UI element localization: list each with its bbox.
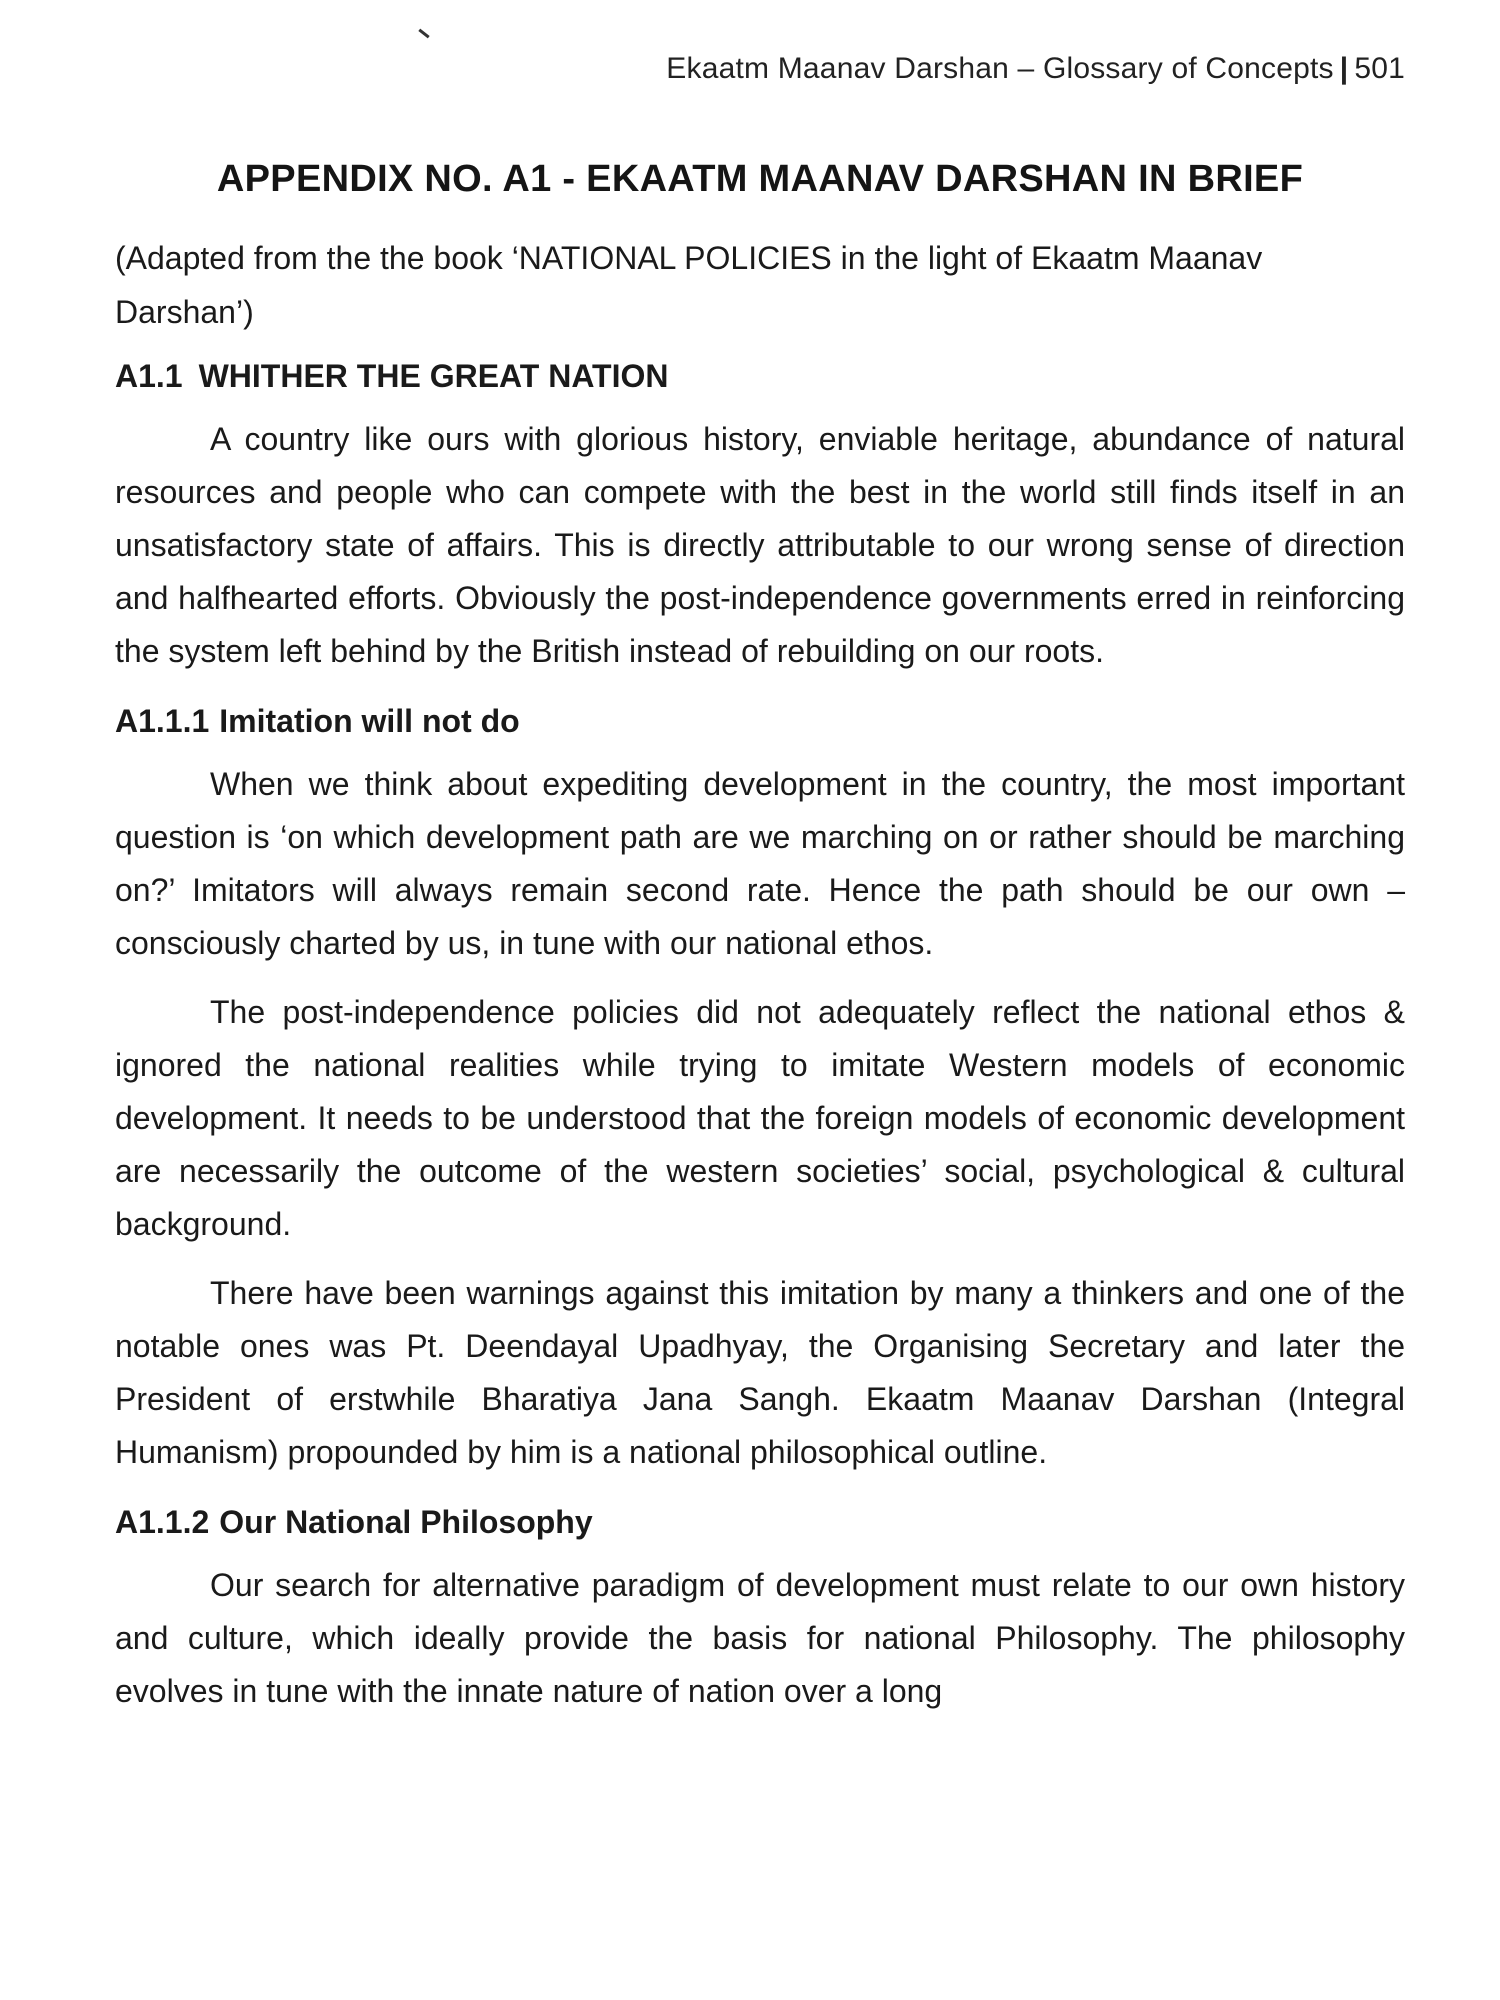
stray-pen-mark (418, 29, 429, 39)
section-heading-a1-1-1 (115, 694, 1405, 748)
paragraph: Our search for alternative paradigm of development must relate to our own history and culture, which ideally provide the basis for national Philosophy. The philosophy evolves in tune with the innate nature of nation over a long (115, 1567, 1405, 1709)
paragraph: When we think about expediting development in the country, the most important question is ‘on which development path are we marching on or rather should be marching on?’ Imitators will always remain second rate. Hence the path should be our own – consciously charted by us, in tune with our national ethos. (115, 766, 1405, 961)
appendix-title: APPENDIX NO. A1 - EKAATM MAANAV DARSHAN IN BRIEF (216, 158, 1304, 200)
header-separator: | (1339, 52, 1349, 85)
section-title: Imitation will not do (219, 703, 520, 739)
paragraph: The post-independence policies did not adequately reflect the national ethos & ignored the national realities while trying to imitate Western models of economic development. It needs to be understood that the foreign models of economic development are necessarily the outcome of the western societies’ social, psychological & cultural background. (115, 994, 1405, 1242)
section-heading-a1-1-2 (115, 1495, 1405, 1549)
section-number: A1.1.1 (115, 703, 210, 739)
section-number: A1.1.2 (115, 1504, 210, 1540)
paragraph: There have been warnings against this imitation by many a thinkers and one of the notable ones was Pt. Deendayal Upadhyay, the Organising Secretary and later the President of erstwhile Bharatiya Jana Sangh. Ekaatm Maanav Darshan (Integral Humanism) propounded by him is a national philosophical outline. (115, 1275, 1405, 1470)
page-number: 501 (1354, 52, 1405, 85)
paragraph: A country like ours with glorious history, enviable heritage, abundance of natural resources and people who can compete with the best in the world still finds itself in an unsatisfactory state of affairs. This is directly attributable to our wrong sense of direction and halfhearted efforts. Obviously the post-independence governments erred in reinforcing the system left behind by the British instead of rebuilding on our roots. (115, 421, 1405, 669)
section-heading-a1-1 (115, 349, 1405, 403)
section-number: A1.1 (115, 358, 183, 394)
running-header (666, 52, 1405, 86)
source-note: (Adapted from the the book ‘NATIONAL POLICIES in the light of Ekaatm Maanav Darshan’) (115, 240, 1263, 330)
section-title: Our National Philosophy (219, 1504, 593, 1540)
running-title: Ekaatm Maanav Darshan – Glossary of Concepts (666, 52, 1334, 85)
main-content (115, 158, 1405, 1734)
section-title: WHITHER THE GREAT NATION (198, 358, 669, 394)
